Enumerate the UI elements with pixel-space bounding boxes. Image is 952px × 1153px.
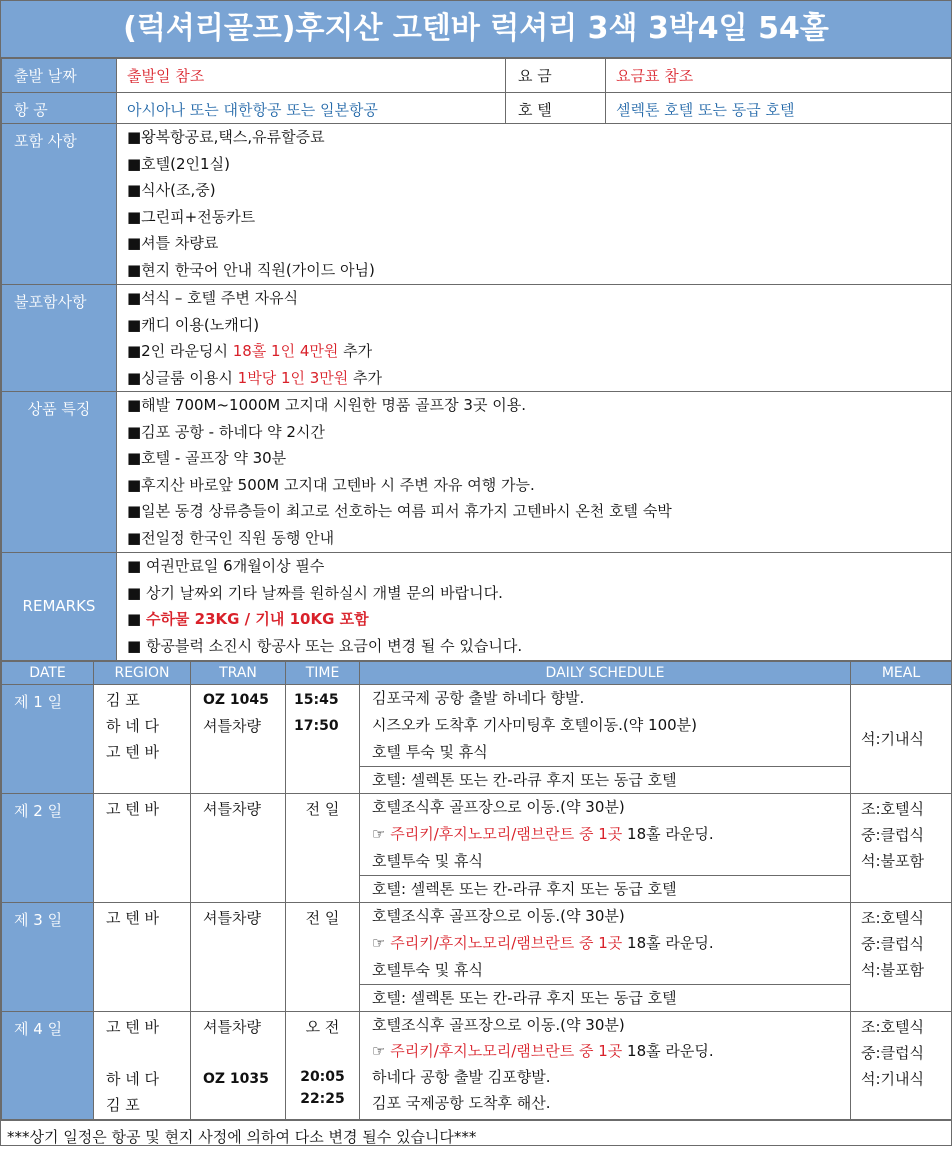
- day-meal: 조:호텔식 중:클럽식 석:불포함: [851, 794, 952, 903]
- header-daily-schedule: DAILY SCHEDULE: [360, 662, 851, 685]
- day-hotel: 호텔: 셀렉톤 또는 칸-라큐 후지 또는 동급 호텔: [360, 767, 851, 794]
- included-item: ■왕복항공료,택스,유류할증료: [127, 128, 325, 146]
- excluded-item: ■2인 라운딩시 18홀 1인 4만원 추가: [127, 342, 373, 360]
- header-time: TIME: [286, 662, 360, 685]
- fee-label: 요 금: [506, 59, 606, 93]
- day-schedule: 호텔조식후 골프장으로 이동.(약 30분) ☞ 주리키/후지노모리/램브란트 중 1곳 18홀 라운딩. 호텔투숙 및 휴식: [360, 794, 851, 876]
- departure-label: 출발 날짜: [2, 59, 117, 93]
- day-time: 15:45 17:50: [286, 685, 360, 794]
- excluded-label: 불포함사항: [2, 285, 117, 392]
- day-meal: 조:호텔식 중:클럽식 석:기내식: [851, 1012, 952, 1120]
- remark-item: ■ 항공블럭 소진시 항공사 또는 요금이 변경 될 수 있습니다.: [127, 636, 523, 655]
- hotel-value: 셀렉톤 호텔 또는 동급 호텔: [606, 93, 952, 124]
- day-label: 제 3 일: [2, 903, 94, 1012]
- included-item: ■그린피+전동카트: [127, 207, 256, 226]
- day-row: [2, 1012, 952, 1120]
- feature-item: ■후지산 바로앞 500M 고지대 고텐바 시 주변 자유 여행 가능.: [127, 475, 535, 494]
- remark-item: ■ 상기 날짜외 기타 날짜를 원하실시 개별 문의 바랍니다.: [127, 583, 503, 602]
- feature-item: ■호텔 - 골프장 약 30분: [127, 449, 287, 467]
- day-schedule: 호텔조식후 골프장으로 이동.(약 30분) ☞ 주리키/후지노모리/램브란트 중 1곳 18홀 라운딩. 하네다 공항 출발 김포향발. 김포 국제공항 도착후 해산.: [360, 1012, 851, 1120]
- day-label: 제 4 일: [2, 1012, 94, 1120]
- day-time: 전 일: [286, 794, 360, 903]
- departure-value: 출발일 참조: [117, 59, 506, 93]
- features-label: 상품 특징: [2, 392, 117, 553]
- day-transport: 셔틀차량: [191, 903, 286, 1012]
- feature-item: ■전일정 한국인 직원 동행 안내: [127, 528, 335, 547]
- header-date: DATE: [2, 662, 94, 685]
- feature-item: ■해발 700M~1000M 고지대 시원한 명품 골프장 3곳 이용.: [127, 396, 526, 414]
- day-row: [2, 903, 952, 985]
- day-hotel: 호텔: 셀렉톤 또는 칸-라큐 후지 또는 동급 호텔: [360, 876, 851, 903]
- excluded-list: [117, 285, 952, 392]
- day-schedule: 호텔조식후 골프장으로 이동.(약 30분) ☞ 주리키/후지노모리/램브란트 중 1곳 18홀 라운딩. 호텔투숙 및 휴식: [360, 903, 851, 985]
- header-meal: MEAL: [851, 662, 952, 685]
- day-region: 고 텐 바 하 네 다 김 포: [94, 1012, 191, 1120]
- day-time: 전 일: [286, 903, 360, 1012]
- day-schedule: 김포국제 공항 출발 하네다 향발. 시즈오카 도착후 기사미팅후 호텔이동.(약 100분) 호텔 투숙 및 휴식: [360, 685, 851, 767]
- day-meal: 조:호텔식 중:클럽식 석:불포함: [851, 903, 952, 1012]
- remark-item: ■ 수하물 23KG / 기내 10KG 포함: [127, 610, 369, 628]
- excluded-item: ■석식 – 호텔 주변 자유식: [127, 289, 299, 307]
- page-title: (럭셔리골프)후지산 고텐바 럭셔리 3색 3박4일 54홀: [1, 1, 951, 58]
- feature-item: ■일본 동경 상류층들이 최고로 선호하는 여름 피서 휴가지 고텐바시 온천 호텔 숙박: [127, 502, 672, 520]
- features-list: [117, 392, 952, 553]
- header-region: REGION: [94, 662, 191, 685]
- day-transport: 셔틀차량 OZ 1035: [191, 1012, 286, 1120]
- day-row: [2, 794, 952, 876]
- airline-label: 항 공: [2, 93, 117, 124]
- included-list: [117, 124, 952, 285]
- excluded-item: ■싱글룸 이용시 1박당 1인 3만원 추가: [127, 368, 383, 387]
- day-time: 오 전 20:05 22:25: [286, 1012, 360, 1120]
- day-region: 고 텐 바: [94, 794, 191, 903]
- schedule-table: [1, 661, 952, 1120]
- day-hotel: 호텔: 셀렉톤 또는 칸-라큐 후지 또는 동급 호텔: [360, 985, 851, 1012]
- day-transport: 셔틀차량: [191, 794, 286, 903]
- included-item: ■셔틀 차량료: [127, 234, 219, 252]
- airline-value: 아시아나 또는 대한항공 또는 일본항공: [117, 93, 506, 124]
- schedule-header: [2, 662, 952, 685]
- remark-item: ■ 여권만료일 6개월이상 필수: [127, 557, 325, 575]
- day-meal: 석:기내식: [851, 685, 952, 794]
- footer-notice: ***상기 일정은 항공 및 현지 사정에 의하여 다소 변경 될수 있습니다***: [1, 1120, 951, 1153]
- header-tran: TRAN: [191, 662, 286, 685]
- remarks-label: REMARKS: [2, 553, 117, 661]
- hotel-label: 호 텔: [506, 93, 606, 124]
- day-region: 고 텐 바: [94, 903, 191, 1012]
- included-label: 포함 사항: [2, 124, 117, 285]
- remarks-list: [117, 553, 952, 661]
- included-item: ■호텔(2인1실): [127, 154, 230, 173]
- day-label: 제 1 일: [2, 685, 94, 794]
- day-row: [2, 685, 952, 767]
- fee-value: 요금표 참조: [606, 59, 952, 93]
- excluded-item: ■캐디 이용(노캐디): [127, 315, 260, 334]
- info-table: [1, 58, 952, 661]
- day-region: 김 포 하 네 다 고 텐 바: [94, 685, 191, 794]
- included-item: ■현지 한국어 안내 직원(가이드 아님): [127, 260, 375, 279]
- day-label: 제 2 일: [2, 794, 94, 903]
- day-transport: OZ 1045 셔틀차량: [191, 685, 286, 794]
- feature-item: ■김포 공항 - 하네다 약 2시간: [127, 422, 325, 441]
- included-item: ■식사(조,중): [127, 181, 216, 199]
